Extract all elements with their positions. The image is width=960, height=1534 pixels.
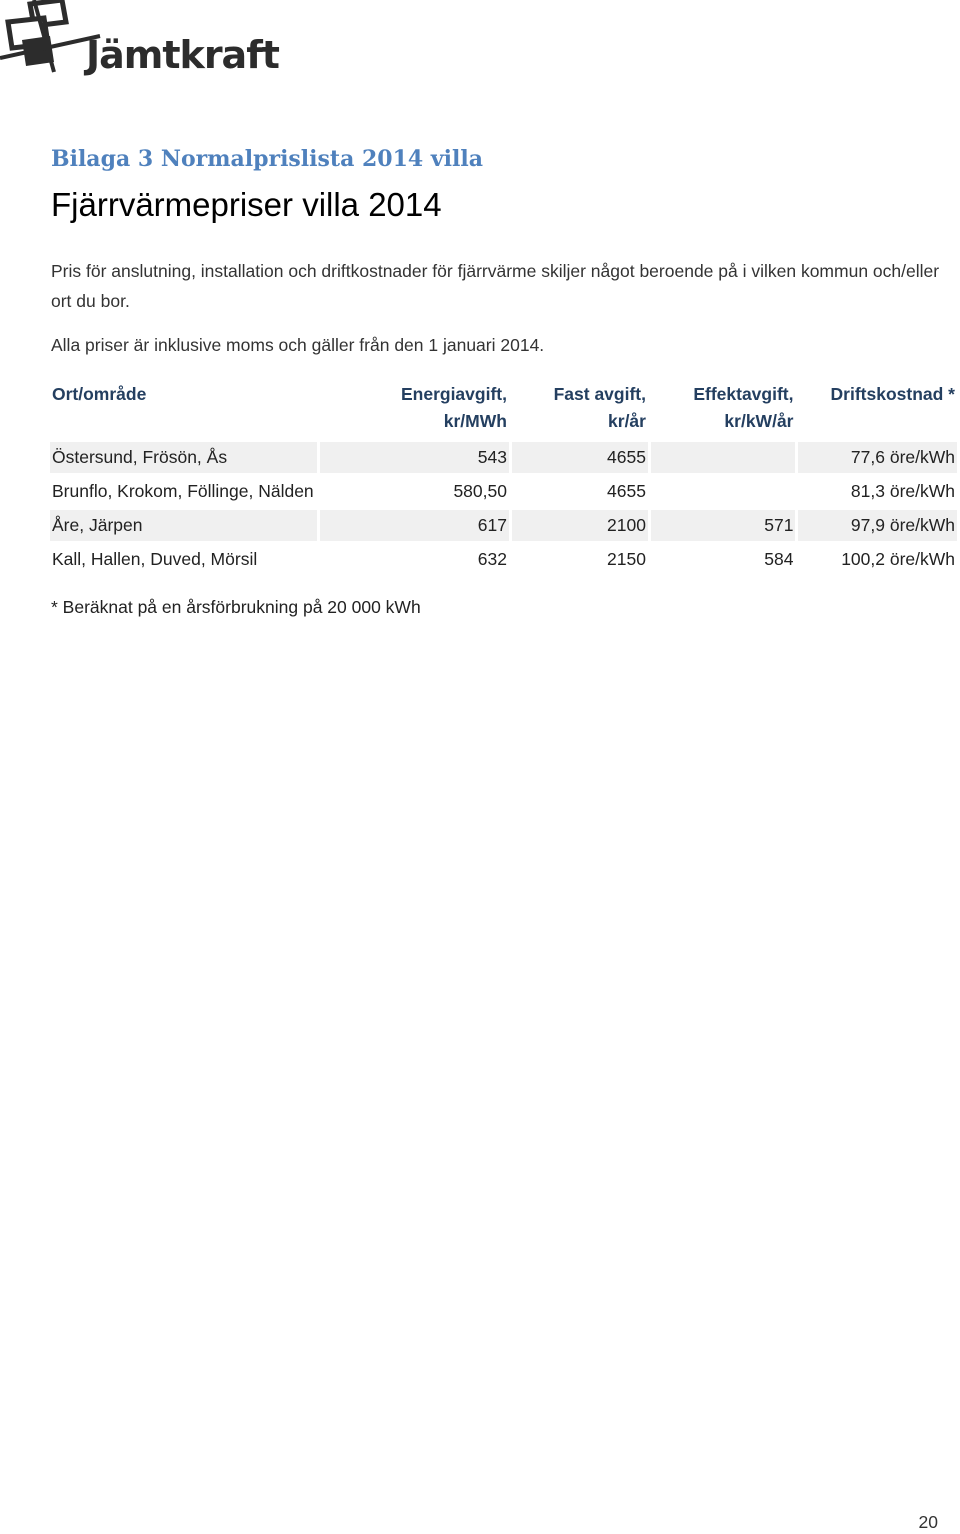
cell-effektavgift xyxy=(651,442,796,473)
company-logo xyxy=(0,0,279,80)
header-ort: Ort/område xyxy=(52,384,147,404)
table-row xyxy=(50,442,957,473)
header-energiavgift: Energiavgift, kr/MWh xyxy=(400,384,507,431)
cell-fast-avgift: 2150 xyxy=(512,544,648,575)
header-fast-avgift: Fast avgift, kr/år xyxy=(553,384,646,431)
page-number: 20 xyxy=(918,1512,938,1532)
table-row xyxy=(50,476,957,507)
cell-energiavgift: 617 xyxy=(320,510,509,541)
cell-effektavgift xyxy=(651,476,796,507)
cell-energiavgift: 543 xyxy=(320,442,509,473)
cell-fast-avgift: 4655 xyxy=(512,476,648,507)
table-header-row xyxy=(50,379,957,439)
cell-fast-avgift: 4655 xyxy=(512,442,648,473)
cell-ort: Kall, Hallen, Duved, Mörsil xyxy=(50,544,317,575)
cell-energiavgift: 632 xyxy=(320,544,509,575)
header-driftskostnad: Driftskostnad * xyxy=(830,384,955,404)
price-note: Alla priser är inklusive moms och gäller från den 1 januari 2014. xyxy=(51,335,545,355)
logo-wordmark: Jämtkraft xyxy=(86,33,279,77)
price-table xyxy=(47,376,960,578)
cell-fast-avgift: 2100 xyxy=(512,510,648,541)
cell-driftskostnad: 97,9 öre/kWh xyxy=(798,510,957,541)
header-effektavgift: Effektavgift, kr/kW/år xyxy=(693,384,794,431)
document-subtitle: Bilaga 3 Normalprislista 2014 villa xyxy=(51,146,483,172)
page-title: Fjärrvärmepriser villa 2014 xyxy=(51,186,442,223)
cell-ort: Östersund, Frösön, Ås xyxy=(50,442,317,473)
table-row xyxy=(50,544,957,575)
cell-ort: Brunflo, Krokom, Föllinge, Nälden xyxy=(50,476,317,507)
cell-ort: Åre, Järpen xyxy=(50,510,317,541)
cell-energiavgift: 580,50 xyxy=(320,476,509,507)
cell-driftskostnad: 77,6 öre/kWh xyxy=(798,442,957,473)
cell-effektavgift: 571 xyxy=(651,510,796,541)
intro-paragraph: Pris för anslutning, installation och driftkostnader för fjärrvärme skiljer något beroende på i vilken kommun och/eller ort du bor. xyxy=(51,261,940,311)
cell-effektavgift: 584 xyxy=(651,544,796,575)
table-row xyxy=(50,510,957,541)
cell-driftskostnad: 100,2 öre/kWh xyxy=(798,544,957,575)
table-footnote: * Beräknat på en årsförbrukning på 20 000 kWh xyxy=(51,597,421,617)
cell-driftskostnad: 81,3 öre/kWh xyxy=(798,476,957,507)
